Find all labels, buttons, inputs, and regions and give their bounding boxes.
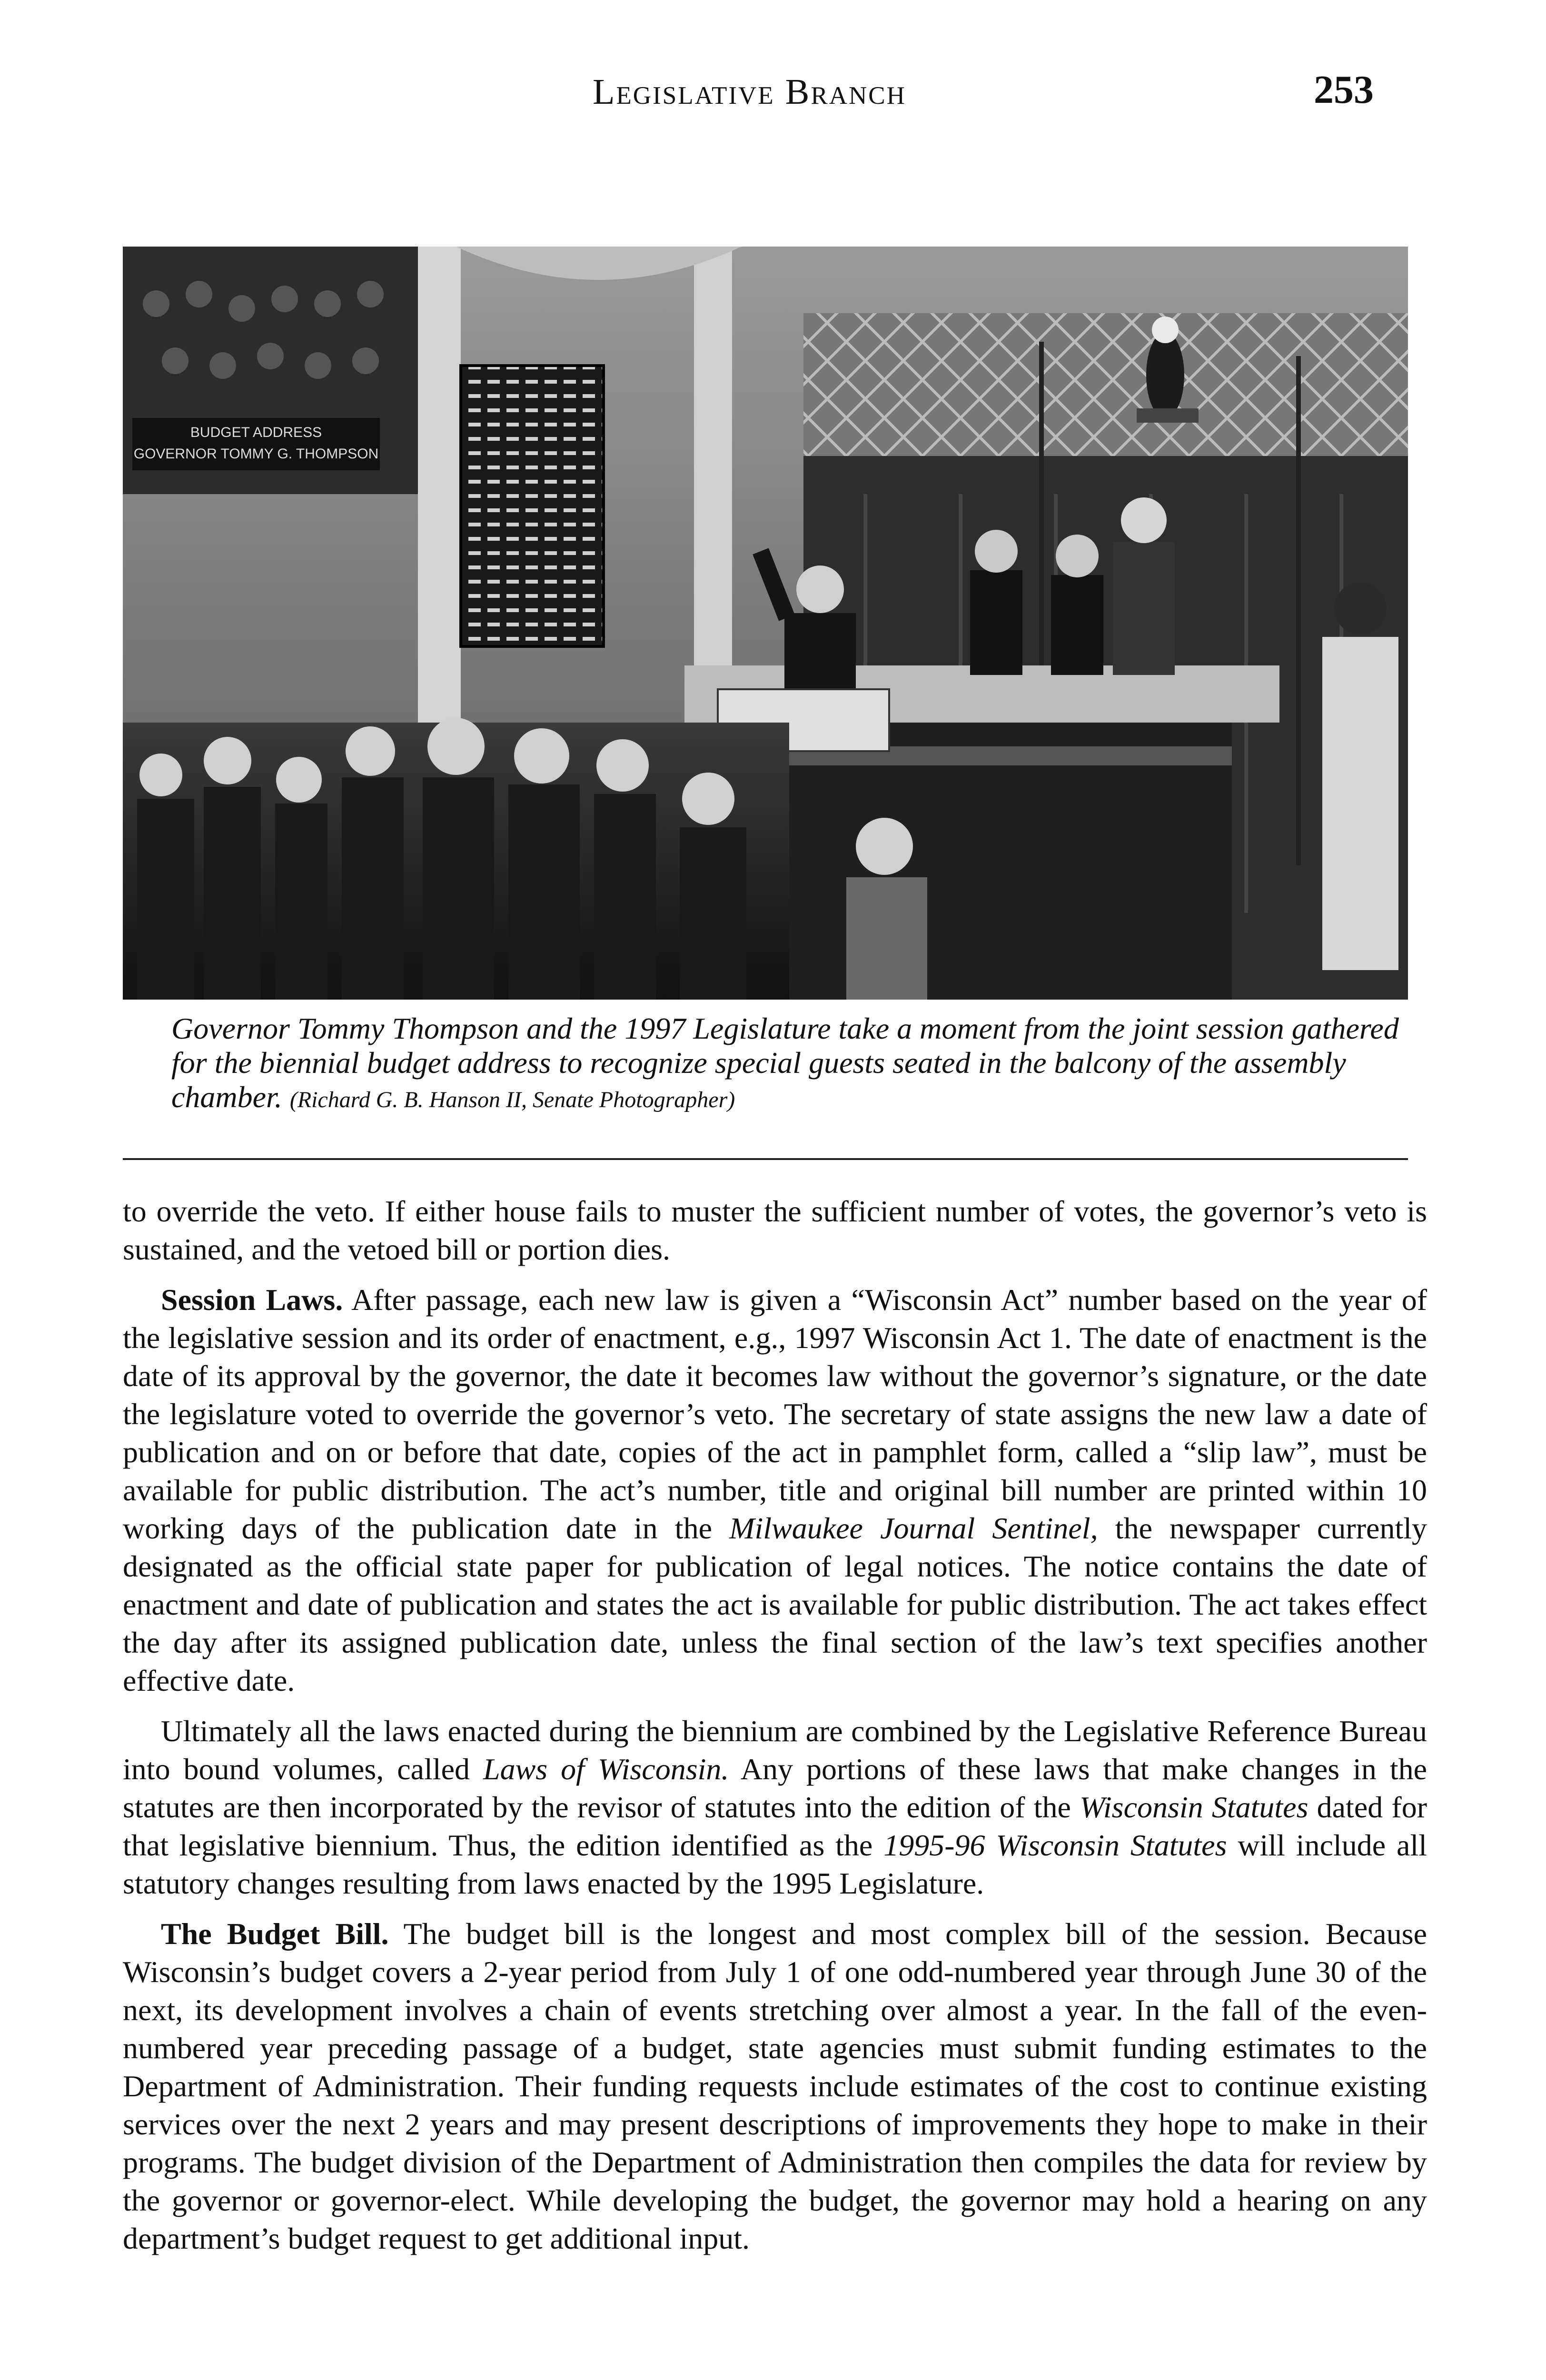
laws-text-c: dated for that legislative biennium. Thus, the edition identified as the xyxy=(123,1790,1427,1862)
laws-text-a: Ultimately all the laws enacted during the biennium are combined by the Legislative Reference Bureau into bound volumes, called xyxy=(123,1714,1427,1786)
session-laws-heading: Session Laws. xyxy=(161,1283,343,1317)
paragraph-session-laws xyxy=(123,1281,1427,1700)
session-laws-text-a: After passage, each new law is given a “Wisconsin Act” number based on the year of the legislative session and its order of enactment, e.g., 1997 Wisconsin Act 1. The date of enactment is the date of its approval by the governor, the date it becomes law without the governor’s signature, or the date the legislature voted to override the governor’s veto. The secretary of state assigns the new law a date of publication and on or before that date, copies of the act in pamphlet form, called a “slip law”, must be available for public distribution. The act’s number, title and original bill number are printed within 10 working days of the publication date in the xyxy=(123,1283,1427,1545)
session-laws-text-b: the newspaper currently designated as the official state paper for publication of legal notices. The notice contains the date of enactment and date of publication and states the act is available for public distribution. The act takes effect the day after its assigned publication date, unless the final section of the law’s text specifies another effective date. xyxy=(123,1511,1427,1697)
laws-text-b: Any portions of these laws that make changes in the statutes are then incorporated by the revisor of statutes into the edition of the xyxy=(123,1752,1427,1824)
running-head: Legislative Branch xyxy=(593,72,906,112)
legislature-chamber-photo xyxy=(123,247,1408,1000)
statutes-edition-title: 1995-96 Wisconsin Statutes xyxy=(883,1828,1227,1862)
standing-woman xyxy=(1322,582,1398,970)
budget-bill-heading: The Budget Bill. xyxy=(161,1917,389,1951)
laws-text-d: will include all statutory changes resulting from laws enacted by the 1995 Legislature. xyxy=(123,1828,1427,1900)
caption-divider xyxy=(123,1158,1408,1160)
wisconsin-statutes-title: Wisconsin Statutes xyxy=(1080,1790,1308,1824)
column-mid xyxy=(694,247,732,723)
photo-caption xyxy=(171,1012,1409,1117)
paragraph-veto-text: to override the veto. If either house fails to muster the sufficient number of votes, the governor’s veto is sustained, and the vetoed bill or portion dies. xyxy=(123,1194,1427,1266)
balcony-sign-line1: BUDGET ADDRESS xyxy=(190,425,322,440)
caption-credit: (Richard G. B. Hanson II, Senate Photographer) xyxy=(289,1087,735,1112)
paragraph-laws-of-wisconsin xyxy=(123,1712,1427,1903)
laws-of-wisconsin-title: Laws of Wisconsin. xyxy=(483,1752,729,1786)
chamber-photo-illustration xyxy=(123,247,1408,1000)
frieze xyxy=(803,313,1408,456)
balcony-sign-line2: GOVERNOR TOMMY G. THOMPSON xyxy=(133,446,379,462)
body-text xyxy=(123,1192,1427,2270)
budget-bill-text: The budget bill is the longest and most complex bill of the session. Because Wisconsin’s budget covers a 2-year period from July 1 of one odd-numbered year through June 30 of the next, its development involves a chain of events stretching over almost a year. In the fall of the even-numbered year preceding passage of a budget, state agencies must submit funding estimates to the Department of Administration. Their funding requests include estimates of the cost to continue existing services over the next 2 years and may present descriptions of improvements they hope to make in their programs. The budget division of the Department of Administration then compiles the data for review by the governor or governor-elect. While developing the budget, the governor may hold a hearing on any department’s budget request to get additional input. xyxy=(123,1917,1427,2255)
newspaper-name: Milwaukee Journal Sentinel, xyxy=(729,1511,1098,1545)
column-left xyxy=(418,247,461,770)
page-number: 253 xyxy=(1314,68,1374,112)
caption-text: Governor Tommy Thompson and the 1997 Legislature take a moment from the joint session gathered for the biennial budget address to recognize special guests seated in the balcony of the assembly chamber. xyxy=(171,1012,1399,1114)
vote-board xyxy=(461,366,604,646)
paragraph-veto xyxy=(123,1192,1427,1269)
paragraph-budget-bill xyxy=(123,1915,1427,2258)
